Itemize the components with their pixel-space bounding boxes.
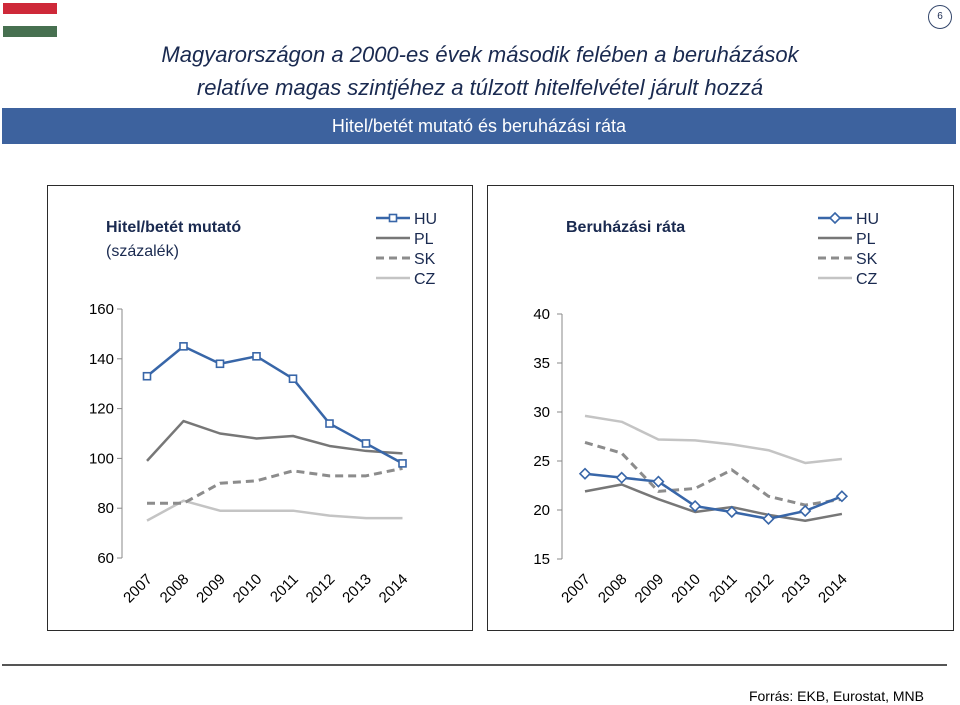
source-note: Forrás: EKB, Eurostat, MNB — [748, 688, 924, 704]
legend-marker-hu — [830, 213, 840, 223]
legend-label-hu: HU — [856, 211, 880, 228]
flag-red-stripe — [3, 3, 57, 14]
flag-white-stripe — [3, 14, 57, 25]
hungarian-flag-icon — [3, 3, 57, 37]
legend-label-hu: HU — [414, 211, 438, 228]
chart-panel-loan-deposit — [47, 185, 473, 631]
x-tick-label: 2011 — [705, 570, 741, 606]
x-tick-label: 2007 — [558, 570, 594, 607]
data-point-hu — [253, 353, 260, 360]
data-point-hu — [217, 360, 224, 367]
x-tick-label: 2014 — [815, 570, 851, 607]
legend-label-sk: SK — [414, 251, 436, 268]
page-number: 6 — [928, 5, 952, 29]
legend-label-sk: SK — [856, 251, 878, 268]
page-title — [60, 38, 900, 104]
y-tick-label: 60 — [97, 550, 114, 567]
x-tick-label: 2007 — [120, 570, 156, 607]
series-line-pl — [585, 485, 842, 521]
data-point-hu — [399, 460, 406, 467]
chart-panel-investment-rate — [487, 185, 954, 631]
y-tick-label: 120 — [88, 400, 114, 418]
data-point-hu — [290, 375, 297, 382]
x-tick-label: 2010 — [229, 570, 266, 607]
y-tick-label: 15 — [533, 551, 550, 568]
data-point-hu — [837, 491, 847, 501]
data-point-hu — [326, 420, 333, 427]
loan-deposit-chart — [48, 186, 472, 630]
x-tick-label: 2012 — [741, 570, 778, 607]
legend-marker-hu — [390, 215, 397, 222]
y-tick-label: 160 — [88, 301, 114, 318]
data-point-hu — [363, 440, 370, 447]
y-tick-label: 20 — [533, 502, 550, 519]
series-line-cz — [147, 501, 403, 521]
x-tick-label: 2012 — [302, 570, 339, 607]
x-tick-label: 2013 — [778, 570, 815, 607]
data-point-hu — [800, 506, 810, 516]
legend-label-pl: PL — [414, 231, 434, 248]
x-tick-label: 2009 — [193, 570, 229, 607]
legend-label-cz: CZ — [856, 271, 878, 288]
y-tick-label: 140 — [88, 350, 114, 368]
y-axis-label: (százalék) — [106, 243, 179, 260]
page-title-line1: Magyarországon a 2000-es évek második felében a beruházások — [161, 42, 799, 67]
x-tick-label: 2013 — [339, 570, 375, 607]
series-line-sk — [147, 468, 403, 503]
data-point-hu — [144, 373, 151, 380]
page-title-line2: relatíve magas szintjéhez a túlzott hitelfelvétel járult hozzá — [196, 75, 764, 100]
y-tick-label: 100 — [88, 450, 114, 468]
x-tick-label: 2008 — [156, 570, 193, 607]
chart-title: Beruházási ráta — [566, 219, 686, 236]
data-point-hu — [180, 343, 187, 350]
data-point-hu — [580, 469, 590, 479]
chart-title: Hitel/betét mutató — [106, 219, 242, 236]
y-tick-label: 30 — [533, 404, 550, 421]
x-tick-label: 2014 — [375, 570, 412, 607]
x-tick-label: 2008 — [594, 570, 631, 607]
subtitle-banner: Hitel/betét mutató és beruházási ráta — [2, 108, 956, 144]
investment-rate-chart — [488, 186, 953, 630]
legend-label-cz: CZ — [414, 271, 436, 288]
y-tick-label: 40 — [533, 306, 550, 323]
y-tick-label: 35 — [533, 355, 550, 372]
data-point-hu — [617, 473, 627, 483]
y-tick-label: 25 — [533, 453, 550, 470]
x-tick-label: 2009 — [631, 570, 668, 607]
flag-green-stripe — [3, 26, 57, 37]
legend-label-pl: PL — [856, 231, 876, 248]
x-tick-label: 2010 — [668, 570, 704, 607]
footer-divider — [2, 664, 947, 666]
x-tick-label: 2011 — [266, 570, 302, 606]
y-tick-label: 80 — [97, 500, 114, 518]
